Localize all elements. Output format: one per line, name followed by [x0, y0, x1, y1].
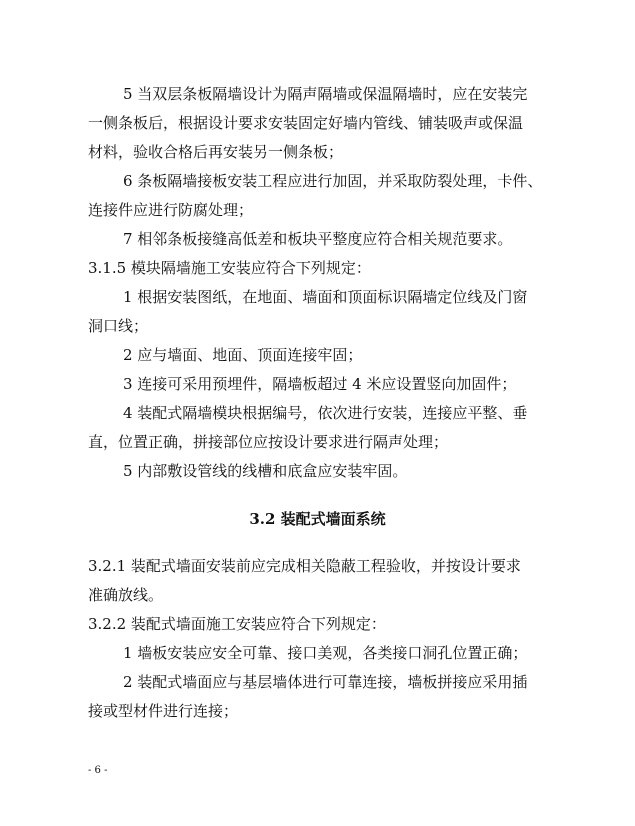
text-line: 2 应与墙面、地面、顶面连接牢固；: [123, 346, 363, 364]
text-line: 洞口线；: [88, 317, 149, 335]
text-line: 1 墙板安装应安全可靠、接口美观，各类接口洞孔位置正确；: [123, 644, 528, 662]
text-line: 4 装配式隔墙模块根据编号，依次进行安装，连接应平整、垂: [123, 404, 528, 422]
text-line: 5 当双层条板隔墙设计为隔声隔墙或保温隔墙时，应在安装完: [123, 85, 528, 103]
text-line: 准确放线。: [88, 586, 164, 604]
text-line: 5 内部敷设管线的线槽和底盒应安装牢固。: [123, 462, 408, 480]
text-line: 直，位置正确，拼接部位应按设计要求进行隔声处理；: [88, 433, 449, 451]
text-line: 6 条板隔墙接板安装工程应进行加固，并采取防裂处理，卡件、: [123, 172, 543, 190]
text-line: 2 装配式墙面应与基层墙体进行可靠连接，墙板拼接应采用插: [123, 673, 528, 691]
text-line: 连接件应进行防腐处理；: [88, 201, 254, 219]
section-heading: 3.2 装配式墙面系统: [249, 510, 386, 528]
clause-title: 3.2.1 装配式墙面安装前应完成相关隐蔽工程验收，并按设计要求: [88, 557, 521, 575]
text-line: 一侧条板后，根据设计要求安装固定好墙内管线、铺装吸声或保温: [88, 114, 524, 132]
text-line: 1 根据安装图纸，在地面、墙面和顶面标识隔墙定位线及门窗: [123, 288, 528, 306]
clause-title: 3.1.5 模块隔墙施工安装应符合下列规定：: [88, 259, 371, 277]
text-line: 7 相邻条板接缝高低差和板块平整度应符合相关规范要求。: [123, 230, 513, 248]
clause-title: 3.2.2 装配式墙面施工安装应符合下列规定：: [88, 615, 386, 633]
text-line: 接或型材件进行连接；: [88, 702, 239, 720]
page-number: - 6 -: [88, 765, 108, 776]
text-line: 材料，验收合格后再安装另一侧条板；: [88, 143, 344, 161]
text-line: 3 连接可采用预埋件，隔墙板超过 4 米应设置竖向加固件；: [123, 375, 517, 393]
